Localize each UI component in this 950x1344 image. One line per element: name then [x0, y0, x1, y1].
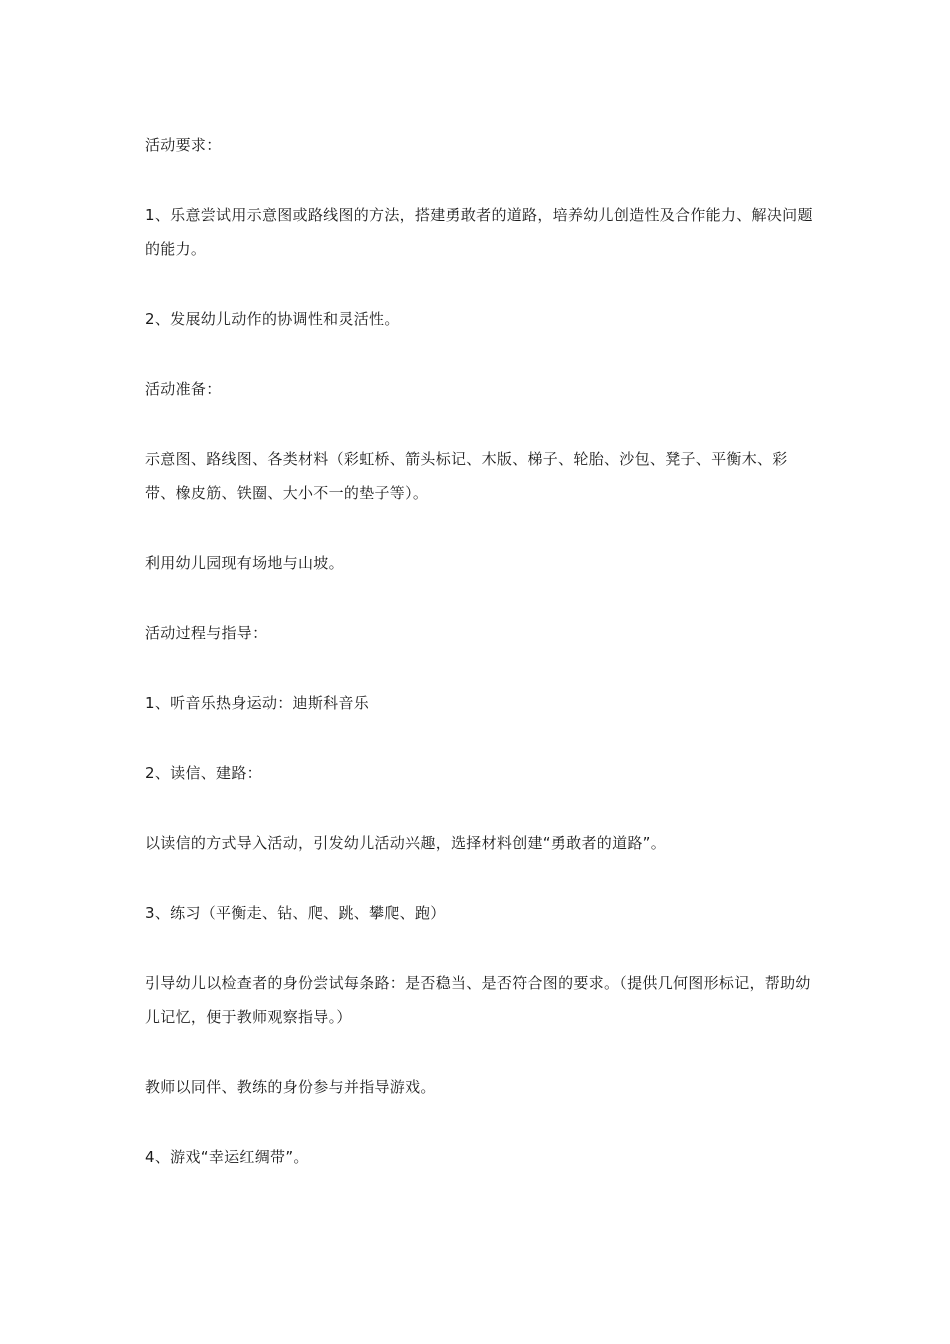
requirement-item-1: 1、乐意尝试用示意图或路线图的方法，搭建勇敢者的道路，培养幼儿创造性及合作能力、解决问题的能力。 [145, 206, 813, 258]
preparation-materials: 示意图、路线图、各类材料（彩虹桥、箭头标记、木版、梯子、轮胎、沙包、凳子、平衡木、彩带、橡皮筋、铁圈、大小不一的垫子等）。 [145, 450, 788, 502]
section-heading-preparation: 活动准备： [145, 380, 222, 398]
requirement-item-2: 2、发展幼儿动作的协调性和灵活性。 [145, 310, 400, 328]
process-step-2: 2、读信、建路： [145, 764, 262, 782]
process-step-3: 3、练习（平衡走、钻、爬、跳、攀爬、跑） [145, 904, 446, 922]
process-step-3-detail: 引导幼儿以检查者的身份尝试每条路：是否稳当、是否符合图的要求。（提供几何图形标记，帮助幼儿记忆，便于教师观察指导。） [145, 974, 811, 1026]
process-step-3-teacher: 教师以同伴、教练的身份参与并指导游戏。 [145, 1078, 436, 1096]
section-heading-requirements: 活动要求： [145, 136, 222, 154]
process-step-2-detail: 以读信的方式导入活动，引发幼儿活动兴趣，选择材料创建“勇敢者的道路”。 [145, 834, 667, 852]
process-step-1: 1、听音乐热身运动：迪斯科音乐 [145, 694, 370, 712]
section-heading-process: 活动过程与指导： [145, 624, 268, 642]
preparation-venue: 利用幼儿园现有场地与山坡。 [145, 554, 344, 572]
process-step-4: 4、游戏“幸运红绸带”。 [145, 1148, 309, 1166]
document-body [145, 128, 815, 1174]
